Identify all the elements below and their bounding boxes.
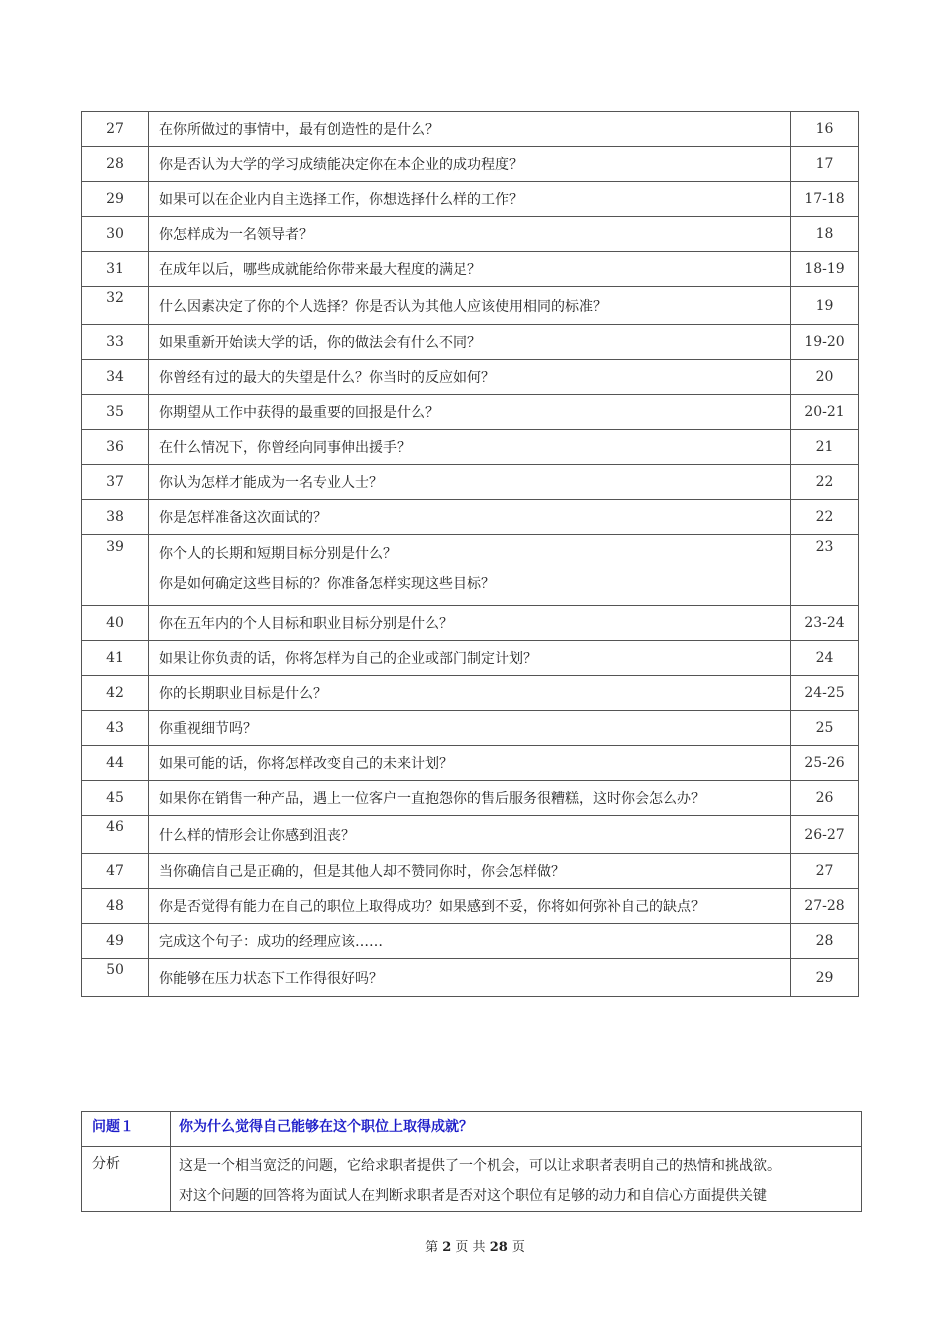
page-reference: 24 (791, 641, 859, 676)
question-1-analysis-row (82, 1147, 862, 1212)
question-text: 你是否认为大学的学习成绩能决定你在本企业的成功程度？ (149, 147, 791, 182)
page-reference: 23-24 (791, 606, 859, 641)
footer-middle: 页 共 (455, 1240, 486, 1255)
page-reference: 28 (791, 924, 859, 959)
question-text: 完成这个句子：成功的经理应该…… (149, 924, 791, 959)
question-text: 你怎样成为一名领导者？ (149, 217, 791, 252)
question-number: 38 (82, 500, 149, 535)
question-text: 如果可能的话，你将怎样改变自己的未来计划？ (149, 746, 791, 781)
footer-current-page: 2 (442, 1240, 452, 1255)
page-reference: 17-18 (791, 182, 859, 217)
table-row (82, 182, 859, 217)
table-row (82, 746, 859, 781)
question-number: 31 (82, 252, 149, 287)
question-number: 44 (82, 746, 149, 781)
table-row (82, 430, 859, 465)
table-row (82, 959, 859, 997)
table-row (82, 252, 859, 287)
page-reference: 22 (791, 465, 859, 500)
question-number: 28 (82, 147, 149, 182)
question-number: 49 (82, 924, 149, 959)
page-reference: 26-27 (791, 816, 859, 854)
page-reference: 16 (791, 112, 859, 147)
table-row (82, 889, 859, 924)
question-number: 45 (82, 781, 149, 816)
table-row (82, 360, 859, 395)
question-number: 30 (82, 217, 149, 252)
question-text: 在什么情况下，你曾经向同事伸出援手？ (149, 430, 791, 465)
page-footer (0, 1236, 950, 1255)
page-reference: 18-19 (791, 252, 859, 287)
question-number: 43 (82, 711, 149, 746)
question-text: 你认为怎样才能成为一名专业人士？ (149, 465, 791, 500)
question-number: 46 (82, 816, 149, 854)
page-reference: 18 (791, 217, 859, 252)
question-number: 39 (82, 535, 149, 606)
question-1-title: 你为什么觉得自己能够在这个职位上取得成就？ (171, 1112, 862, 1147)
page-reference: 19 (791, 287, 859, 325)
question-text: 你曾经有过的最大的失望是什么？你当时的反应如何？ (149, 360, 791, 395)
question-number: 40 (82, 606, 149, 641)
page-reference: 21 (791, 430, 859, 465)
question-text: 如果让你负责的话，你将怎样为自己的企业或部门制定计划？ (149, 641, 791, 676)
table-row (82, 606, 859, 641)
page-reference: 24-25 (791, 676, 859, 711)
question-text: 你在五年内的个人目标和职业目标分别是什么？ (149, 606, 791, 641)
question-number: 36 (82, 430, 149, 465)
question-text: 在你所做过的事情中，最有创造性的是什么？ (149, 112, 791, 147)
table-row (82, 535, 859, 606)
analysis-label: 分析 (82, 1147, 171, 1212)
question-text: 你是否觉得有能力在自己的职位上取得成功？如果感到不妥，你将如何弥补自己的缺点？ (149, 889, 791, 924)
page-reference: 27 (791, 854, 859, 889)
analysis-line: 对这个问题的回答将为面试人在判断求职者是否对这个职位有足够的动力和自信心方面提供关键 (179, 1188, 767, 1204)
question-text-line: 你个人的长期和短期目标分别是什么？ (159, 546, 397, 562)
table-row (82, 147, 859, 182)
table-row (82, 395, 859, 430)
page-reference: 23 (791, 535, 859, 606)
table-row (82, 781, 859, 816)
question-number: 48 (82, 889, 149, 924)
analysis-line: 这是一个相当宽泛的问题，它给求职者提供了一个机会，可以让求职者表明自己的热情和挑战欲。 (179, 1158, 781, 1174)
question-1-table (81, 1111, 862, 1212)
question-number: 27 (82, 112, 149, 147)
question-text: 你重视细节吗？ (149, 711, 791, 746)
question-text-line: 你是如何确定这些目标的？你准备怎样实现这些目标？ (159, 576, 495, 592)
question-1-header-row (82, 1112, 862, 1147)
footer-total-pages: 28 (489, 1240, 508, 1255)
page-reference: 27-28 (791, 889, 859, 924)
analysis-text (171, 1147, 862, 1212)
question-number: 34 (82, 360, 149, 395)
page-reference: 29 (791, 959, 859, 997)
question-number: 33 (82, 325, 149, 360)
question-text: 当你确信自己是正确的，但是其他人却不赞同你时，你会怎样做？ (149, 854, 791, 889)
question-text: 什么样的情形会让你感到沮丧？ (149, 816, 791, 854)
question-number: 29 (82, 182, 149, 217)
page-reference: 20-21 (791, 395, 859, 430)
question-text: 如果你在销售一种产品，遇上一位客户一直抱怨你的售后服务很糟糕，这时你会怎么办？ (149, 781, 791, 816)
table-row (82, 676, 859, 711)
question-text: 如果重新开始读大学的话，你的做法会有什么不同？ (149, 325, 791, 360)
question-text: 你能够在压力状态下工作得很好吗？ (149, 959, 791, 997)
page-reference: 25-26 (791, 746, 859, 781)
table-row (82, 465, 859, 500)
table-row (82, 217, 859, 252)
question-number: 37 (82, 465, 149, 500)
table-row (82, 641, 859, 676)
table-row (82, 325, 859, 360)
question-text: 如果可以在企业内自主选择工作，你想选择什么样的工作？ (149, 182, 791, 217)
page-reference: 26 (791, 781, 859, 816)
question-text: 你是怎样准备这次面试的？ (149, 500, 791, 535)
page-reference: 20 (791, 360, 859, 395)
question-text: 你的长期职业目标是什么？ (149, 676, 791, 711)
table-row (82, 112, 859, 147)
table-row (82, 854, 859, 889)
question-index-body (82, 112, 859, 997)
table-row (82, 711, 859, 746)
footer-prefix: 第 (425, 1240, 439, 1255)
question-text: 在成年以后，哪些成就能给你带来最大程度的满足？ (149, 252, 791, 287)
question-1-label: 问题１ (82, 1112, 171, 1147)
question-number: 35 (82, 395, 149, 430)
page-reference: 25 (791, 711, 859, 746)
page-reference: 22 (791, 500, 859, 535)
table-row (82, 500, 859, 535)
question-text: 你期望从工作中获得的最重要的回报是什么？ (149, 395, 791, 430)
question-text (149, 535, 791, 606)
page-reference: 17 (791, 147, 859, 182)
page-reference: 19-20 (791, 325, 859, 360)
table-row (82, 287, 859, 325)
question-number: 32 (82, 287, 149, 325)
footer-suffix: 页 (511, 1240, 525, 1255)
question-number: 41 (82, 641, 149, 676)
question-number: 50 (82, 959, 149, 997)
question-text: 什么因素决定了你的个人选择？你是否认为其他人应该使用相同的标准？ (149, 287, 791, 325)
question-number: 47 (82, 854, 149, 889)
table-row (82, 816, 859, 854)
table-row (82, 924, 859, 959)
question-index-table (81, 111, 859, 997)
question-number: 42 (82, 676, 149, 711)
